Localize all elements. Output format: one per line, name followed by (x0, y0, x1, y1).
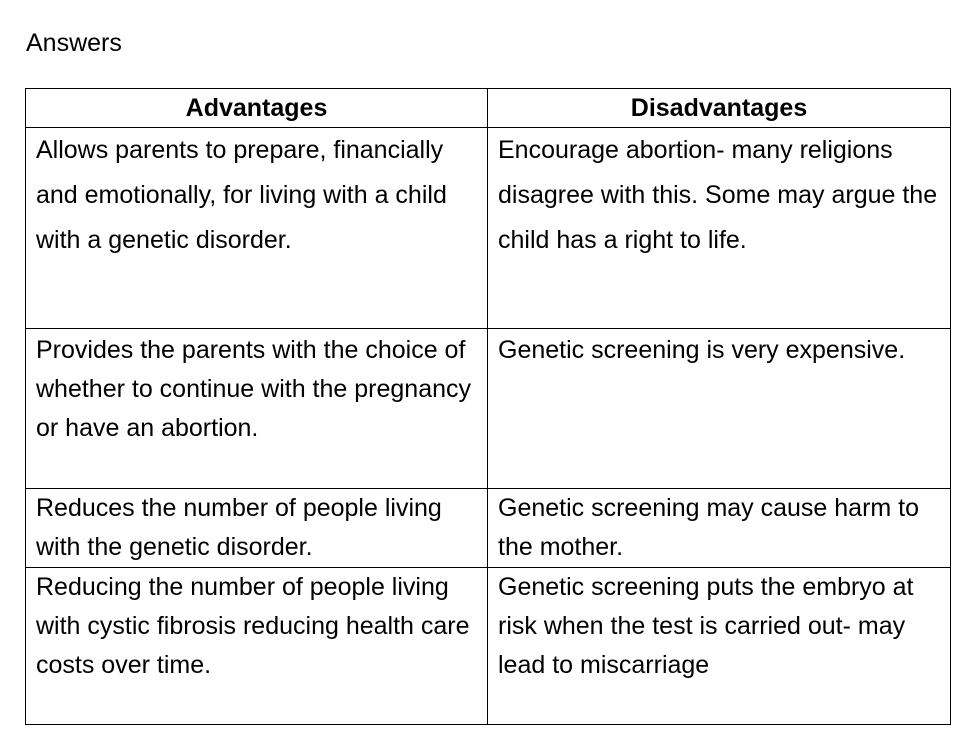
advantage-cell (26, 329, 488, 489)
advantage-text: Allows parents to prepare, financially and emotionally, for living with a child with a genetic disorder. (36, 136, 447, 254)
disadvantage-text: Genetic screening may cause harm to the mother. (498, 494, 920, 561)
page-heading: Answers (26, 29, 122, 57)
disadvantage-cell (488, 128, 951, 329)
disadvantage-cell (488, 568, 951, 725)
advantages-disadvantages-table (25, 88, 951, 725)
advantage-cell (26, 128, 488, 329)
table-row (26, 128, 951, 329)
disadvantage-cell (488, 489, 951, 568)
advantage-cell (26, 489, 488, 568)
disadvantage-text: Genetic screening is very expensive. (498, 336, 906, 364)
table-row (26, 329, 951, 489)
advantage-text: Reducing the number of people living with cystic fibrosis reducing health care costs over time. (36, 573, 470, 679)
disadvantage-text: Encourage abortion- many religions disagree with this. Some may argue the child has a right to life. (498, 136, 938, 254)
disadvantage-text: Genetic screening puts the embryo at risk when the test is carried out- may lead to miscarriage (498, 573, 914, 679)
table-header-row (26, 89, 951, 128)
table-row (26, 489, 951, 568)
disadvantage-cell (488, 329, 951, 489)
advantage-cell (26, 568, 488, 725)
column-header-advantages: Advantages (26, 89, 488, 128)
advantage-text: Provides the parents with the choice of whether to continue with the pregnancy or have an abortion. (36, 336, 471, 442)
advantage-text: Reduces the number of people living with the genetic disorder. (36, 494, 442, 561)
table-row (26, 568, 951, 725)
column-header-disadvantages: Disadvantages (488, 89, 951, 128)
